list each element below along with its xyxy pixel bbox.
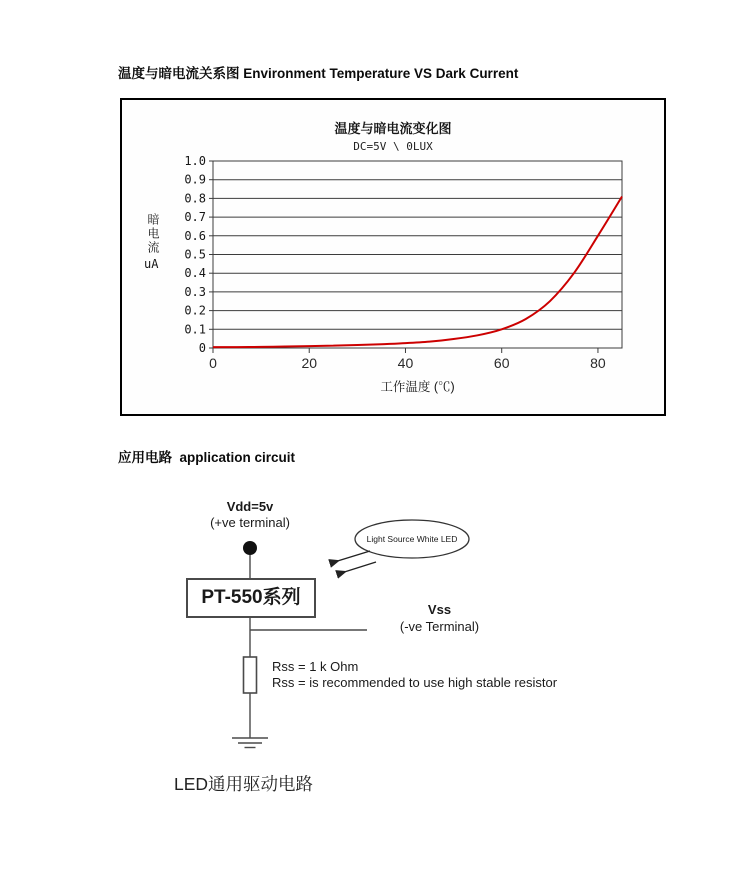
chart-title: 温度与暗电流变化图 <box>334 121 452 136</box>
y-tick-label: 0.1 <box>184 322 206 337</box>
dark-current-curve <box>213 197 622 348</box>
y-tick-label: 0.7 <box>184 210 206 225</box>
pt550-device-box: PT-550系列 <box>186 578 316 618</box>
x-tick-label: 60 <box>493 355 510 371</box>
y-tick-label: 0 <box>198 341 206 355</box>
x-tick-label: 40 <box>397 355 414 371</box>
resistor-rss <box>244 657 257 693</box>
x-axis-title: 工作温度 (℃) <box>380 380 455 394</box>
circuit-caption: LED通用驱动电路 <box>174 774 314 794</box>
chart-plot-area <box>122 100 664 414</box>
vss-terminal-label: (-ve Terminal) <box>399 619 480 634</box>
y-tick-label: 0.6 <box>184 228 206 243</box>
x-tick-label: 20 <box>301 355 318 371</box>
page-title: 温度与暗电流关系图 Environment Temperature VS Dark Current <box>118 66 519 81</box>
rss-value-label: Rss = 1 k Ohm <box>272 659 359 674</box>
light-arrows-icon <box>331 551 376 574</box>
section-heading-application-circuit: 应用电路 application circuit <box>118 450 296 465</box>
y-tick-label: 0.4 <box>184 266 206 281</box>
y-axis-title: 暗电流 <box>146 213 160 255</box>
dark-current-chart <box>120 98 666 416</box>
y-tick-label: 0.5 <box>184 247 206 262</box>
y-tick-label: 0.9 <box>184 172 206 187</box>
y-tick-label: 1.0 <box>184 154 206 168</box>
y-tick-label: 0.3 <box>184 284 206 299</box>
application-circuit-diagram <box>0 480 750 840</box>
y-tick-label: 0.2 <box>184 303 206 318</box>
y-axis-unit: uA <box>144 257 159 271</box>
vdd-label: Vdd=5v <box>226 499 274 514</box>
y-tick-label: 0.8 <box>184 191 206 206</box>
vss-label: Vss <box>427 602 452 617</box>
rss-note-label: Rss = is recommended to use high stable resistor <box>272 675 558 690</box>
chart-subtitle: DC=5V \ 0LUX <box>353 140 433 153</box>
x-tick-label: 0 <box>209 355 217 371</box>
vdd-terminal-label: (+ve terminal) <box>210 515 290 530</box>
ground-icon <box>232 738 268 748</box>
light-source-label: Light Source White LED <box>366 534 458 544</box>
x-tick-label: 80 <box>590 355 606 371</box>
vdd-node-dot <box>243 541 257 555</box>
